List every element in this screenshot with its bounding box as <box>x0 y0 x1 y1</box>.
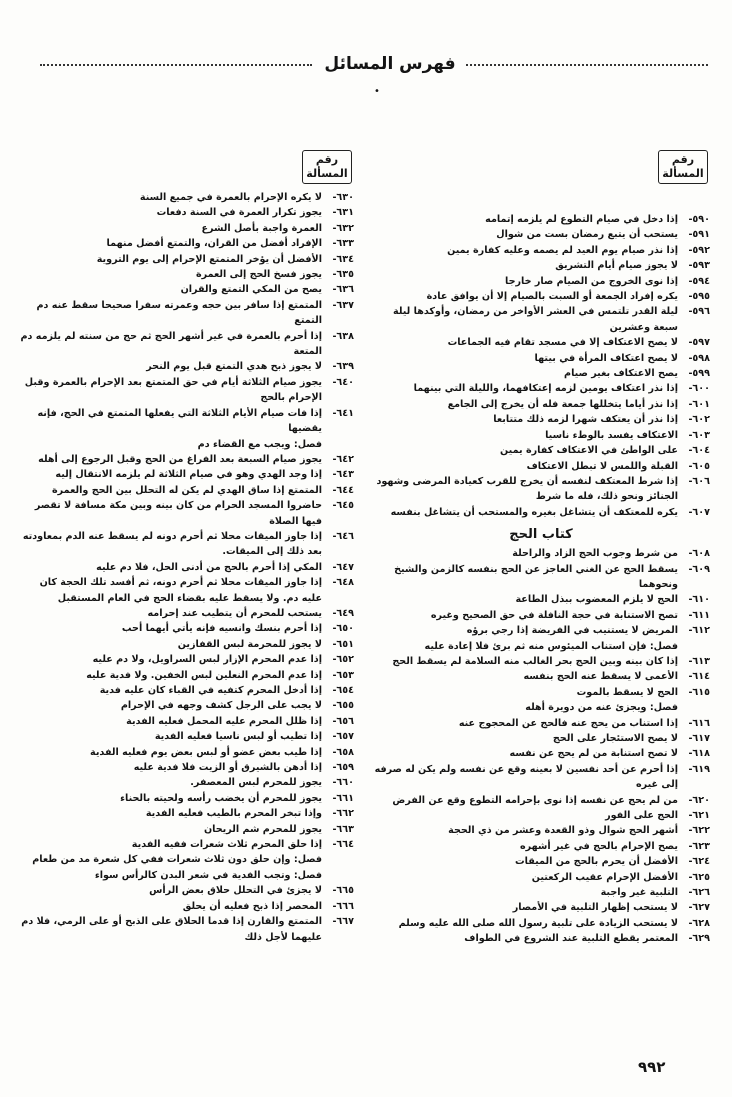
index-entry <box>20 467 354 482</box>
index-entry <box>20 205 354 220</box>
index-entry <box>20 883 354 898</box>
index-note <box>372 700 710 715</box>
entry-text: إذا حلق المحرم ثلاث شعرات ففيه الفدية <box>131 839 322 851</box>
index-entry <box>20 498 354 529</box>
entry-text: الاعتكاف يفسد بالوطء ناسيا <box>545 429 678 441</box>
entry-text: لا يجوز صيام أيام التشريق <box>555 260 678 272</box>
entry-number: ٥٩٥- <box>688 291 710 303</box>
index-entry <box>20 822 354 837</box>
entry-number: ٦٢٦- <box>688 887 710 899</box>
entry-text: إذا نذر اعتكاف يومين لزمه إعتكافهما، والليلة التي بينهما <box>413 383 678 395</box>
entry-number: ٦٣٤- <box>332 253 354 265</box>
index-entry <box>20 914 354 945</box>
entry-text: المحصر إذا ذبح فعليه أن يحلق <box>182 900 322 912</box>
entry-number: ٥٩٩- <box>688 368 710 380</box>
entry-number: ٦٦٦- <box>332 900 354 912</box>
entry-text: الحج لا يسقط بالموت <box>576 686 678 698</box>
entry-number: ٦٥٢- <box>332 654 354 666</box>
entry-number: ٦٥٨- <box>332 746 354 758</box>
entry-number: ٦١٩- <box>688 763 710 775</box>
index-entry <box>20 282 354 297</box>
index-entry <box>372 793 710 808</box>
entry-text: لا يستحب إظهار التلبية في الأمصار <box>512 902 678 914</box>
entry-number: ٦٠٧- <box>688 506 710 518</box>
entry-number: ٦٤٨- <box>332 577 354 589</box>
entry-text: حاضروا المسجد الحرام من كان بينه وبين مكة مسافة لا تقصر فيها الصلاة <box>34 500 322 527</box>
index-note <box>372 639 710 654</box>
index-entry <box>372 669 710 684</box>
index-entry <box>372 931 710 946</box>
entry-number: ٥٩٦- <box>688 306 710 318</box>
entry-text: أشهر الحج شوال وذو القعدة وعشر من ذي الحجة <box>448 825 678 837</box>
entry-number: ٦٠٤- <box>688 445 710 457</box>
entry-number: ٦٤٧- <box>332 561 354 573</box>
entry-number: ٦٢٢- <box>688 825 710 837</box>
left-column-list <box>20 190 354 945</box>
entry-text: القبلة واللمس لا تبطل الاعتكاف <box>526 460 678 472</box>
index-entry <box>372 227 710 242</box>
entry-text: الأعمى لا يسقط عنه الحج بنفسه <box>523 671 678 683</box>
right-column-list-hajj <box>372 546 710 947</box>
entry-text: إذا طيب بعض عضو أو لبس بعض يوم فعليه الفدية <box>90 746 322 758</box>
entry-text: لا يصح الاعتكاف إلا في مسجد تقام فيه الجماعات <box>447 337 678 349</box>
index-entry <box>20 575 354 606</box>
index-entry <box>20 375 354 406</box>
index-entry <box>372 608 710 623</box>
entry-text: فصل: وتجب الفدية في شعر البدن كالرأس سواء <box>94 869 322 881</box>
entry-number: ٥٩٧- <box>688 337 710 349</box>
entry-text: المتمتع والقارن إذا قدما الحلاق على الذبح أو على الرمي، فلا دم عليهما لأجل ذلك <box>21 916 322 943</box>
entry-number: ٦٤٠- <box>332 376 354 388</box>
entry-number: ٦٣٠- <box>332 192 354 203</box>
entry-number: ٦٢٠- <box>688 794 710 806</box>
index-entry <box>20 683 354 698</box>
index-entry <box>20 806 354 821</box>
entry-number: ٦١٨- <box>688 748 710 760</box>
index-entry <box>372 885 710 900</box>
entry-text: ليلة القدر تلتمس في العشر الأواخر من رمضان، وأوكدها ليلة سبعة وعشرين <box>393 306 678 333</box>
index-entry <box>372 762 710 793</box>
entry-text: إذا نذر صيام يوم العيد لم يصمه وعليه كفارة يمين <box>447 244 678 256</box>
index-entry <box>20 745 354 760</box>
entry-number: ٦٢١- <box>688 810 710 822</box>
entry-number: ٦١٠- <box>688 594 710 606</box>
entry-text: المتمتع إذا سافر بين حجه وعمرته سفرا صحيحا سقط عنه دم التمتع <box>36 299 322 327</box>
entry-text: يصح الإحرام بالحج في غير أشهره <box>519 840 678 852</box>
entry-text: يجوز للمحرم لبس المعصفر. <box>190 777 322 789</box>
entry-number: ٦٠٩- <box>688 563 710 575</box>
entry-number: ٦٦٣- <box>332 823 354 835</box>
entry-text: إذا نوى الخروج من الصيام صار خارجا <box>504 275 678 287</box>
index-entry <box>20 221 354 236</box>
entry-text: يكره للمعتكف أن يتشاغل بغيره والمستحب أن يتشاغل بنفسه <box>390 506 678 518</box>
index-entry <box>372 823 710 838</box>
entry-number: ٦٤٥- <box>332 500 354 512</box>
index-entry <box>372 731 710 746</box>
entry-text: يكره إفراد الجمعة أو السبت بالصيام إلا أن يوافق عادة <box>426 291 678 303</box>
entry-text: إذا وجد الهدي وهو في صيام الثلاثة لم يلزمه الانتقال إليه <box>55 469 322 481</box>
entry-text: المتمتع إذا ساق الهدي لم يكن له التحلل بين الحج والعمرة <box>52 484 322 496</box>
entry-number: ٦٢٨- <box>688 917 710 929</box>
entry-number: ٦٦٢- <box>332 808 354 820</box>
entry-number: ٦٢٥- <box>688 871 710 883</box>
entry-number: ٦٥٧- <box>332 731 354 743</box>
entry-text: يجوز للمحرم أن يخضب رأسه ولحيته بالحناء <box>120 792 322 804</box>
entry-text: وإذا تبخر المحرم بالطيب فعليه الفدية <box>145 808 322 820</box>
entry-number: ٦٢٤- <box>688 856 710 868</box>
index-entry <box>372 562 710 593</box>
index-entry <box>372 258 710 273</box>
entry-text: لا يصح الاستئجار على الحج <box>552 733 678 744</box>
entry-number: ٦٣٨- <box>332 330 354 342</box>
entry-number: ٦١٥- <box>688 686 710 698</box>
entry-number: ٦٥٣- <box>332 669 354 681</box>
entry-text: العمرة واجبة بأصل الشرع <box>201 222 322 234</box>
index-entry <box>20 837 354 852</box>
index-note <box>20 852 354 867</box>
entry-number: ٦٥٠- <box>332 623 354 635</box>
entry-number: ٦٣٧- <box>332 299 354 311</box>
index-entry <box>372 623 710 638</box>
entry-text: يصح الاعتكاف بغير صيام <box>564 368 678 380</box>
entry-text: المريض لا يستنيب في الفريضة إذا رجي برؤه <box>466 625 678 637</box>
index-entry <box>372 592 710 607</box>
index-entry <box>372 916 710 931</box>
index-entry <box>372 243 710 258</box>
entry-number: ٦٥٦- <box>332 715 354 727</box>
index-entry <box>20 621 354 636</box>
entry-number: ٦٠٥- <box>688 460 710 472</box>
index-entry <box>20 267 354 282</box>
entry-number: ٦٣٣- <box>332 238 354 250</box>
index-entry <box>372 685 710 700</box>
entry-number: ٦١٧- <box>688 733 710 744</box>
entry-number: ٥٩٨- <box>688 352 710 364</box>
index-entry <box>20 668 354 683</box>
entry-text: إذا فات صيام الأيام الثلاثة التي يفعلها المتمتع في الحج، فإنه يقضيها <box>37 407 322 435</box>
entry-text: يجوز للمحرم شم الريحان <box>203 823 322 835</box>
entry-number: ٥٩٤- <box>688 275 710 287</box>
entry-text: يجوز فسخ الحج إلى العمرة <box>195 269 322 281</box>
entry-text: من شرط وجوب الحج الزاد والراحلة <box>512 548 678 560</box>
entry-number: ٦٦٤- <box>332 839 354 851</box>
index-entry <box>372 381 710 396</box>
entry-text: لا يجب على الرجل كشف وجهه في الإحرام <box>120 700 322 712</box>
entry-number: ٦٣٩- <box>332 361 354 373</box>
index-entry <box>20 698 354 713</box>
entry-text: التلبية غير واجبة <box>600 887 678 899</box>
entry-text: تصح الاستنابة في حجة النافلة في حق الصحيح وغيره <box>430 609 678 621</box>
header-mark: • <box>374 86 380 97</box>
entry-number: ٦٦٧- <box>332 916 354 928</box>
index-entry <box>20 652 354 667</box>
index-entry <box>372 746 710 761</box>
entry-text: إذا أحرم بالعمرة في غير أشهر الحج ثم حج من سنته لم يلزمه دم المتعة <box>20 330 322 358</box>
entry-text: الحج لا يلزم المعضوب ببذل الطاعة <box>515 594 678 606</box>
entry-text: إذا جاوز الميقات محلا ثم أحرم دونه لم يسقط عنه الدم بمعاودته بعد ذلك إلى الميقات. <box>22 530 322 558</box>
index-entry <box>372 366 710 381</box>
index-entry <box>372 505 710 520</box>
entry-text: على الواطئ في الاعتكاف كفارة يمين <box>500 445 678 457</box>
index-entry <box>372 854 710 869</box>
index-entry <box>20 637 354 652</box>
entry-text: لا يكره الإحرام بالعمرة في جميع السنة <box>139 192 322 203</box>
entry-text: إذا أدهن بالشيرق أو الزيت فلا فدية عليه <box>133 762 322 774</box>
entry-number: ٦٥١- <box>332 638 354 650</box>
entry-number: ٦٠٠- <box>688 383 710 395</box>
right-column <box>372 150 710 947</box>
entry-text: إذا عدم المحرم الإزار لبس السراويل، ولا دم عليه <box>92 654 322 666</box>
index-entry <box>20 452 354 467</box>
index-entry <box>20 729 354 744</box>
index-entry <box>372 351 710 366</box>
entry-number: ٦٤٩- <box>332 607 354 619</box>
entry-number: ٥٩٣- <box>688 260 710 272</box>
entry-number: ٦٠٢- <box>688 414 710 426</box>
index-entry <box>20 791 354 806</box>
entry-number: ٦٣٥- <box>332 269 354 281</box>
entry-number: ٦٦١- <box>332 792 354 804</box>
entry-number: ٥٩٠- <box>688 214 710 225</box>
entry-text: يصح من المكي التمتع والقران <box>180 284 322 296</box>
index-note <box>20 437 354 452</box>
entry-number: ٦٠٦- <box>688 475 710 487</box>
index-entry <box>20 329 354 360</box>
entry-text: فصل: وإن حلق دون ثلاث شعرات ففي كل شعرة مد من طعام <box>32 854 322 866</box>
entry-number: ٦٢٩- <box>688 933 710 945</box>
entry-text: إذا نذر أن يعتكف شهرا لزمه ذلك متتابعا <box>493 414 678 426</box>
index-entry <box>372 474 710 505</box>
index-entry <box>372 289 710 304</box>
entry-text: إذا ظلل المحرم عليه المحمل فعليه الفدية <box>126 715 322 727</box>
index-entry <box>372 546 710 561</box>
index-note <box>20 868 354 883</box>
left-column <box>20 150 354 945</box>
index-entry <box>20 529 354 560</box>
index-entry <box>20 714 354 729</box>
index-entry <box>20 252 354 267</box>
entry-number: ٦٥٩- <box>332 762 354 774</box>
index-entry <box>372 870 710 885</box>
entry-text: الأفضل أن يؤخر المتمتع الإحرام إلى يوم التروية <box>96 253 322 265</box>
entry-text: إذا استناب من يحج عنه فالحج عن المحجوج عنه <box>458 717 678 729</box>
entry-number: ٦٣١- <box>332 207 354 219</box>
entry-text: إذا تطيب أو لبس ناسيا فعليه الفدية <box>154 731 322 743</box>
header-rule-left <box>40 64 312 66</box>
right-column-list <box>372 212 710 520</box>
index-entry <box>20 406 354 437</box>
entry-number: ٦٣٦- <box>332 284 354 296</box>
entry-number: ٥٩١- <box>688 229 710 241</box>
entry-text: يجوز صيام السبعة بعد الفراغ من الحج وقبل الرجوع إلى أهله <box>38 453 322 465</box>
column-label-text: رقم المسألة <box>306 153 348 180</box>
index-entry <box>372 654 710 669</box>
entry-text: إذا أحرم بنسك وانسيه فإنه يأتي أيهما أحب <box>121 623 322 635</box>
entry-number: ٦١٢- <box>688 625 710 637</box>
entry-text: فصل: ويجب مع القضاء دم <box>197 438 322 450</box>
entry-text: المعتمر يقطع التلبية عند الشروع في الطواف <box>464 933 678 945</box>
entry-number: ٦١٣- <box>688 655 710 667</box>
entry-number: ٦٦٠- <box>332 777 354 789</box>
entry-text: إذا كان بينه وبين الحج بحر الغالب منه السلامة لم يسقط الحج <box>392 655 678 667</box>
entry-text: يستحب أن يتبع رمضان بست من شوال <box>496 229 678 241</box>
entry-text: إذا أحرم عن أحد نفسين لا بعينه وقع عن نفسه ولم يكن له صرفه إلى غيره <box>374 763 678 791</box>
column-label-text: رقم المسألة <box>662 153 704 180</box>
entry-text: إذا شرط المعتكف لنفسه أن يخرج للقرب كعيادة المرضى وشهود الجنائز ونحو ذلك، فله ما شرط <box>376 475 678 503</box>
entry-text: لا يجوز ذبح هدي التمتع قبل يوم النحر <box>146 361 322 373</box>
index-entry <box>20 606 354 621</box>
index-entry <box>372 412 710 427</box>
entry-number: ٦٤١- <box>332 407 354 419</box>
entry-text: لا يجزئ في التحلل حلاق بعض الرأس <box>149 885 322 897</box>
index-entry <box>20 483 354 498</box>
entry-number: ٦١٦- <box>688 717 710 729</box>
entry-text: إذا نذر أياما يتخللها جمعة فله أن يخرج إلى الجامع <box>447 398 678 410</box>
entry-number: ٦٥٤- <box>332 685 354 696</box>
index-entry <box>372 335 710 350</box>
index-entry <box>372 839 710 854</box>
entry-text: المكي إذا أحرم بالحج من أدنى الحل، فلا دم عليه <box>96 561 322 573</box>
entry-text: فصل: فإن استناب الميئوس منه ثم برئ فلا إعادة عليه <box>424 640 678 652</box>
index-entry <box>372 212 710 227</box>
entry-text: الحج على الفور <box>605 810 678 822</box>
column-label-badge <box>658 150 708 184</box>
entry-text: إذا عدم المحرم النعلين لبس الخفين. ولا فدية عليه <box>86 669 322 681</box>
index-entry <box>372 459 710 474</box>
index-entry <box>20 760 354 775</box>
index-entry <box>20 298 354 329</box>
entry-number: ٦٣٢- <box>332 222 354 234</box>
entry-text: الإفراد أفضل من القران، والتمتع أفضل منهما <box>106 238 322 250</box>
entry-number: ٦١١- <box>688 609 710 621</box>
entry-number: ٥٩٢- <box>688 244 710 256</box>
page-number: ٩٩٢ <box>638 1058 666 1076</box>
index-entry <box>372 716 710 731</box>
index-entry <box>20 560 354 575</box>
index-entry <box>372 428 710 443</box>
entry-text: يجوز تكرار العمرة في السنة دفعات <box>156 207 322 219</box>
entry-text: إذا أدخل المحرم كتفيه في القباء كان عليه فدية <box>99 685 322 696</box>
index-entry <box>372 304 710 335</box>
entry-text: فصل: ويجزئ عنه من دويرة أهله <box>525 702 678 714</box>
entry-text: يجوز صيام الثلاثة أيام في حق المتمتع بعد الإحرام بالعمرة وقبل الإحرام بالحج <box>24 376 322 404</box>
entry-text: إذا دخل في صيام التطوع لم يلزمه إتمامه <box>485 214 678 225</box>
index-entry <box>20 236 354 251</box>
column-label-badge <box>302 150 352 184</box>
entry-number: ٦٦٥- <box>332 885 354 897</box>
entry-text: إذا جاوز الميقات محلا ثم أحرم دونه، ثم أفسد تلك الحجة كان عليه دم. ولا يسقط عليه بقضاء الحج في العام المستقبل <box>39 577 322 604</box>
header-rule-right <box>466 64 708 66</box>
index-entry <box>20 899 354 914</box>
entry-number: ٦٠١- <box>688 398 710 410</box>
entry-number: ٦٢٧- <box>688 902 710 914</box>
page-title: فهرس المسائل <box>324 54 456 74</box>
entry-text: لا يستحب الزيادة على تلبية رسول الله صلى الله عليه وسلم <box>398 917 678 929</box>
index-entry <box>20 190 354 205</box>
index-entry <box>20 775 354 790</box>
entry-number: ٦٤٦- <box>332 530 354 542</box>
entry-number: ٦٤٤- <box>332 484 354 496</box>
entry-number: ٦١٤- <box>688 671 710 683</box>
entry-text: الأفضل الإحرام عقيب الركعتين <box>531 871 678 883</box>
section-title-hajj: كتاب الحج <box>509 527 573 543</box>
entry-number: ٦٤٣- <box>332 469 354 481</box>
entry-text: من لم يحج عن نفسه إذا نوى بإحرامه التطوع وقع عن الفرض <box>392 794 678 806</box>
index-entry <box>372 397 710 412</box>
entry-number: ٦٢٣- <box>688 840 710 852</box>
entry-text: يسقط الحج عن الغني العاجز عن الحج بنفسه كالزمن والشيخ ونحوهما <box>394 563 678 590</box>
index-entry <box>372 900 710 915</box>
page-header <box>40 50 708 80</box>
entry-text: يستحب للمحرم أن يتطيب عند إحرامه <box>147 607 322 619</box>
entry-number: ٦٠٣- <box>688 429 710 441</box>
index-entry <box>372 808 710 823</box>
entry-text: الأفضل أن يحرم بالحج من الميقات <box>514 856 678 868</box>
index-entry <box>372 443 710 458</box>
entry-number: ٦٤٢- <box>332 453 354 465</box>
entry-text: لا يجوز للمحرمة لبس القفازين <box>177 638 322 650</box>
entry-number: ٦٠٨- <box>688 548 710 560</box>
entry-text: لا تصح استنابة من لم يحج عن نفسه <box>509 748 678 760</box>
entry-text: لا يصح اعتكاف المرأة في بيتها <box>534 352 678 364</box>
entry-number: ٦٥٥- <box>332 700 354 712</box>
index-entry <box>20 359 354 374</box>
index-entry <box>372 274 710 289</box>
